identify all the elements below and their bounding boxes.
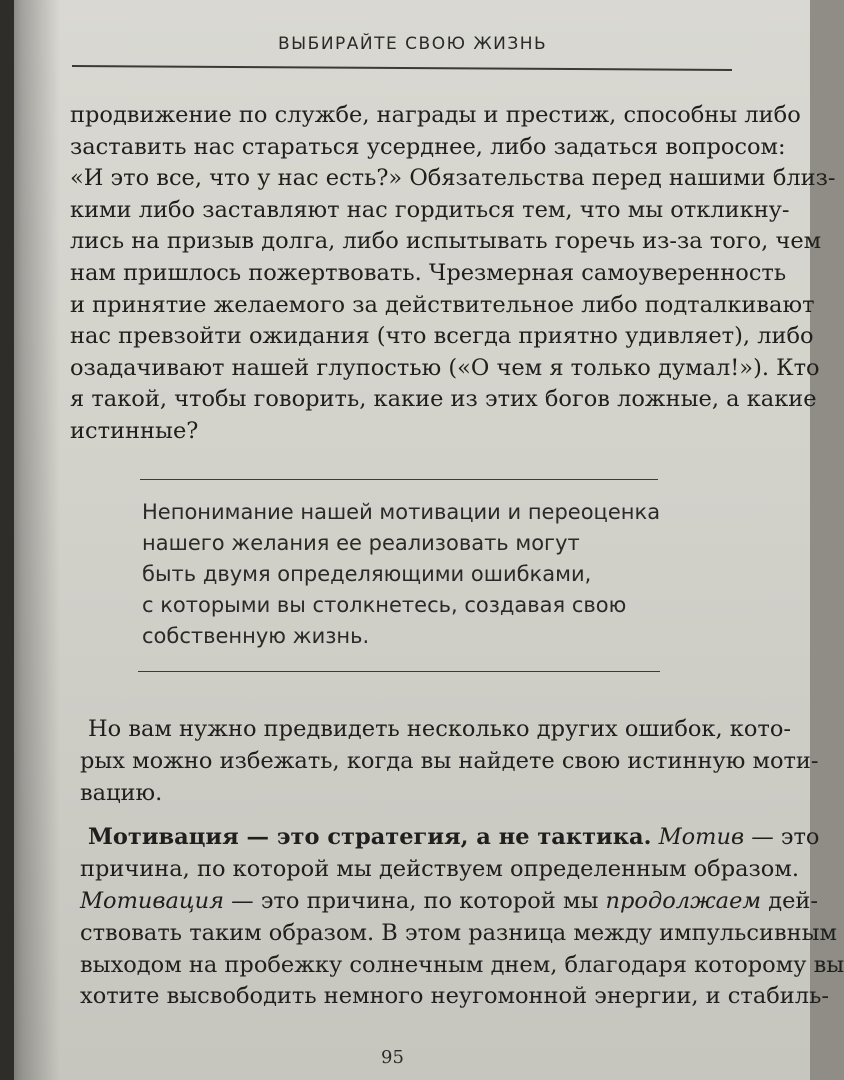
text-line: «И это все, что у нас есть?» Обязательства перед нашими близ- (70, 165, 836, 192)
text-line: вацию. (80, 779, 163, 806)
text-run: — это (744, 824, 820, 851)
pull-quote-line: Непонимание нашей мотивации и переоценка (142, 500, 661, 524)
text-line: лись на призыв долга, либо испытывать горечь из-за того, чем (70, 228, 822, 255)
text-line: продвижение по службе, награды и престиж, способны либо (70, 102, 801, 128)
text-line: нас превзойти ожидания (что всегда приятно удивляет), либо (70, 323, 814, 350)
paragraph-2-3 (80, 714, 844, 1013)
pull-quote-line: быть двумя определяющими ошибками, (142, 562, 592, 586)
text-line (80, 886, 818, 918)
italic-term: Мотивация (80, 887, 225, 914)
italic-term: продолжаем (605, 887, 762, 914)
text-line: причина, по которой мы действуем определенным образом. (80, 856, 800, 883)
pull-quote-bottom-rule (138, 671, 660, 672)
text-line: нам пришлось пожертвовать. Чрезмерная самоуверенность (70, 259, 787, 286)
running-header-title: ВЫБИРАЙТЕ СВОЮ ЖИЗНЬ (278, 34, 548, 54)
text-line: выходом на пробежку солнечным днем, благодаря которому вы (80, 951, 844, 978)
text-line (80, 822, 820, 854)
text-line: рых можно избежать, когда вы найдете свою истинную моти- (80, 747, 819, 774)
text-line: кими либо заставляют нас гордиться тем, что мы откликну- (70, 196, 790, 223)
text-line: хотите высвободить немного неугомонной энергии, и стабиль- (80, 983, 829, 1010)
text-line: я такой, чтобы говорить, какие из этих богов ложные, а какие (70, 386, 817, 413)
pull-quote (142, 497, 662, 652)
text-line: озадачивают нашей глупостью («О чем я только думал!»). Кто (70, 354, 820, 381)
pull-quote-top-rule (140, 479, 658, 480)
text-line: ствовать таким образом. В этом разница между импульсивным (80, 919, 838, 946)
text-run: — это причина, по которой мы (224, 887, 606, 914)
pull-quote-line: собственную жизнь. (142, 624, 370, 648)
text-line: и принятие желаемого за действительное либо подталкивают (70, 291, 815, 318)
header-rule (72, 65, 732, 71)
book-spine-shadow (0, 0, 14, 1080)
italic-term: Мотив (658, 824, 745, 851)
text-run: дей- (761, 887, 818, 914)
paragraph-1 (70, 100, 836, 448)
pull-quote-line: нашего желания ее реализовать могут (142, 531, 580, 555)
text-line: Но вам нужно предвидеть несколько других ошибок, кото- (88, 716, 792, 742)
bold-lead: Мотивация — это стратегия, а не тактика. (88, 824, 652, 851)
text-line: истинные? (70, 417, 199, 444)
paragraph-gap (80, 809, 748, 822)
text-line: заставить нас стараться усерднее, либо задаться вопросом: (70, 133, 786, 160)
page-number-text: 95 (381, 1047, 404, 1068)
pull-quote-line: с которыми вы столкнетесь, создавая свою (142, 593, 627, 617)
